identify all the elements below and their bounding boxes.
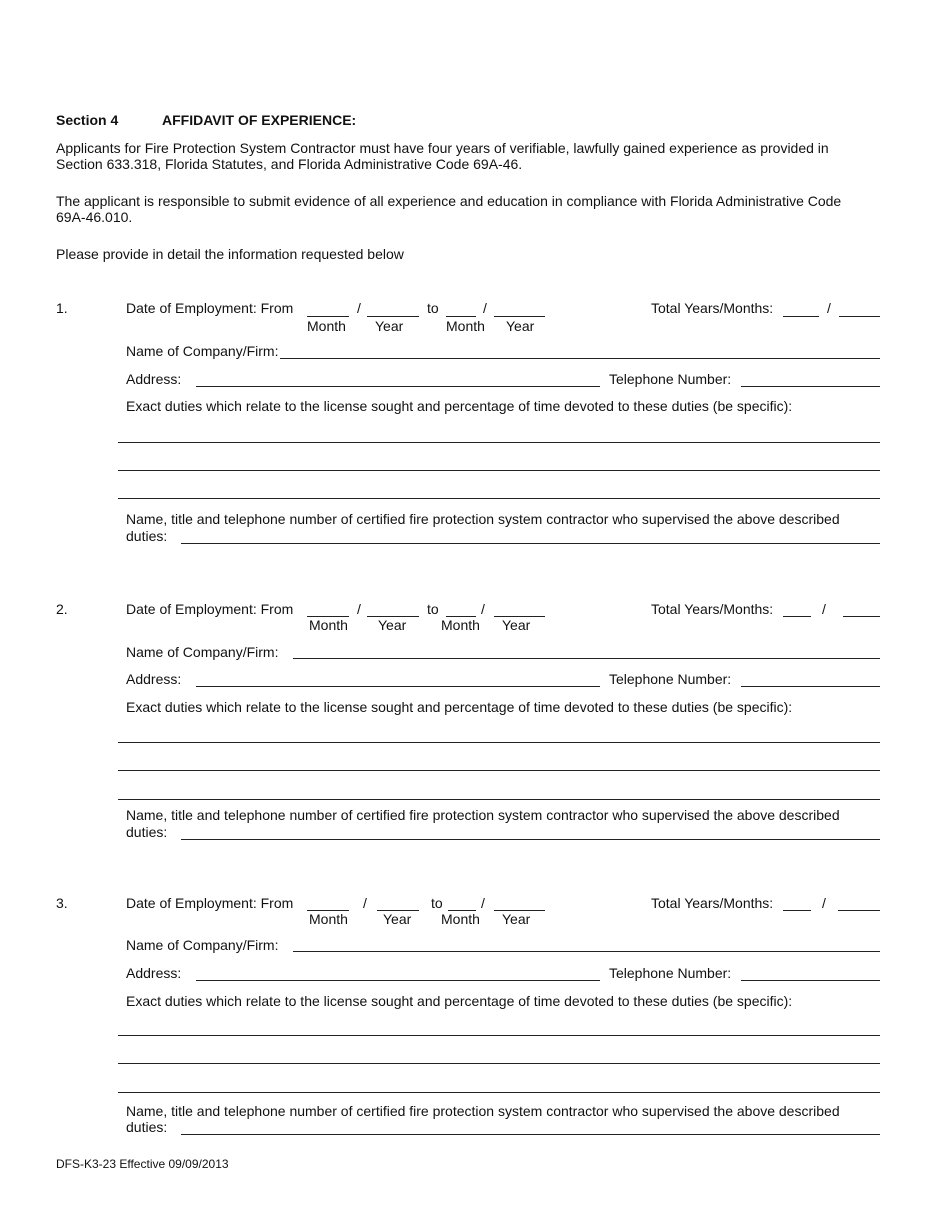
duties-label: Exact duties which relate to the license sought and percentage of time devoted to these duties (be specific): xyxy=(126,993,793,1009)
total-years-months-label: Total Years/Months: xyxy=(651,300,774,316)
total-years-field[interactable] xyxy=(783,316,819,317)
duties-line-2[interactable] xyxy=(118,1063,880,1064)
address-field[interactable] xyxy=(196,686,600,687)
to-label: to xyxy=(431,895,443,911)
total-years-field[interactable] xyxy=(783,910,811,911)
duties-line-3[interactable] xyxy=(118,1092,880,1093)
to-label: to xyxy=(427,601,439,617)
supervisor-label-cont: duties: xyxy=(126,1119,168,1135)
total-years-months-label: Total Years/Months: xyxy=(651,895,774,911)
to-month-field[interactable] xyxy=(446,316,476,317)
company-field[interactable] xyxy=(293,951,880,952)
supervisor-label: Name, title and telephone number of certified fire protection system contractor who supervised the above described xyxy=(126,511,840,527)
slash: / xyxy=(827,300,831,316)
slash: / xyxy=(357,601,361,617)
to-label: to xyxy=(427,300,439,316)
supervisor-label: Name, title and telephone number of certified fire protection system contractor who supervised the above described xyxy=(126,1103,840,1119)
supervisor-field[interactable] xyxy=(181,839,880,840)
company-field[interactable] xyxy=(293,658,880,659)
total-years-field[interactable] xyxy=(783,616,811,617)
supervisor-field[interactable] xyxy=(181,543,880,544)
telephone-label: Telephone Number: xyxy=(609,965,732,981)
address-label: Address: xyxy=(126,671,182,687)
company-label: Name of Company/Firm: xyxy=(126,937,279,953)
company-field[interactable] xyxy=(280,358,880,359)
date-of-employment-label: Date of Employment: From xyxy=(126,601,294,617)
month-caption: Month xyxy=(441,617,480,633)
to-year-field[interactable] xyxy=(494,316,545,317)
year-caption: Year xyxy=(378,617,407,633)
entry-number: 2. xyxy=(56,601,68,617)
month-caption: Month xyxy=(309,911,348,927)
slash: / xyxy=(363,895,367,911)
duties-line-2[interactable] xyxy=(118,770,880,771)
duties-line-3[interactable] xyxy=(118,498,880,499)
year-caption: Year xyxy=(383,911,412,927)
telephone-field[interactable] xyxy=(741,980,880,981)
duties-line-1[interactable] xyxy=(118,442,880,443)
duties-line-2[interactable] xyxy=(118,470,880,471)
slash: / xyxy=(357,300,361,316)
month-caption: Month xyxy=(441,911,480,927)
total-months-field[interactable] xyxy=(839,316,880,317)
supervisor-label-cont: duties: xyxy=(126,824,168,840)
duties-line-1[interactable] xyxy=(118,1035,880,1036)
address-field[interactable] xyxy=(196,386,600,387)
from-year-field[interactable] xyxy=(367,316,419,317)
year-caption: Year xyxy=(502,617,531,633)
from-month-field[interactable] xyxy=(307,316,349,317)
date-of-employment-label: Date of Employment: From xyxy=(126,895,294,911)
slash: / xyxy=(481,601,485,617)
section-title: AFFIDAVIT OF EXPERIENCE: xyxy=(162,112,357,128)
intro-paragraph-2: The applicant is responsible to submit evidence of all experience and education in compliance with Florida Administrative Code 69A-46.010. xyxy=(56,193,842,225)
slash: / xyxy=(822,601,826,617)
total-years-months-label: Total Years/Months: xyxy=(651,601,774,617)
entry-number: 1. xyxy=(56,300,68,316)
supervisor-label: Name, title and telephone number of certified fire protection system contractor who supervised the above described xyxy=(126,807,840,823)
company-label: Name of Company/Firm: xyxy=(126,343,279,359)
slash: / xyxy=(822,895,826,911)
intro-paragraph-3: Please provide in detail the information requested below xyxy=(56,246,404,262)
company-label: Name of Company/Firm: xyxy=(126,644,279,660)
slash: / xyxy=(483,300,487,316)
address-field[interactable] xyxy=(196,980,600,981)
date-of-employment-label: Date of Employment: From xyxy=(126,300,294,316)
intro-paragraph-1: Applicants for Fire Protection System Contractor must have four years of verifiable, lawfully gained experience as provided in Section 633.318, Florida Statutes, and Florida Administrative Code 69A-46. xyxy=(56,140,829,172)
year-caption: Year xyxy=(506,318,535,334)
duties-line-1[interactable] xyxy=(118,742,880,743)
supervisor-label-cont: duties: xyxy=(126,528,168,544)
total-months-field[interactable] xyxy=(838,910,880,911)
slash: / xyxy=(481,895,485,911)
telephone-field[interactable] xyxy=(741,386,880,387)
address-label: Address: xyxy=(126,965,182,981)
duties-label: Exact duties which relate to the license sought and percentage of time devoted to these duties (be specific): xyxy=(126,398,793,414)
year-caption: Year xyxy=(502,911,531,927)
telephone-label: Telephone Number: xyxy=(609,371,732,387)
entry-number: 3. xyxy=(56,895,68,911)
total-months-field[interactable] xyxy=(843,616,880,617)
telephone-label: Telephone Number: xyxy=(609,671,732,687)
month-caption: Month xyxy=(446,318,485,334)
form-id-footer: DFS-K3-23 Effective 09/09/2013 xyxy=(56,1157,229,1171)
month-caption: Month xyxy=(307,318,346,334)
telephone-field[interactable] xyxy=(741,686,880,687)
section-label: Section 4 xyxy=(56,112,119,128)
address-label: Address: xyxy=(126,371,182,387)
month-caption: Month xyxy=(309,617,348,633)
year-caption: Year xyxy=(375,318,404,334)
duties-line-3[interactable] xyxy=(118,799,880,800)
duties-label: Exact duties which relate to the license sought and percentage of time devoted to these duties (be specific): xyxy=(126,699,793,715)
supervisor-field[interactable] xyxy=(181,1134,880,1135)
